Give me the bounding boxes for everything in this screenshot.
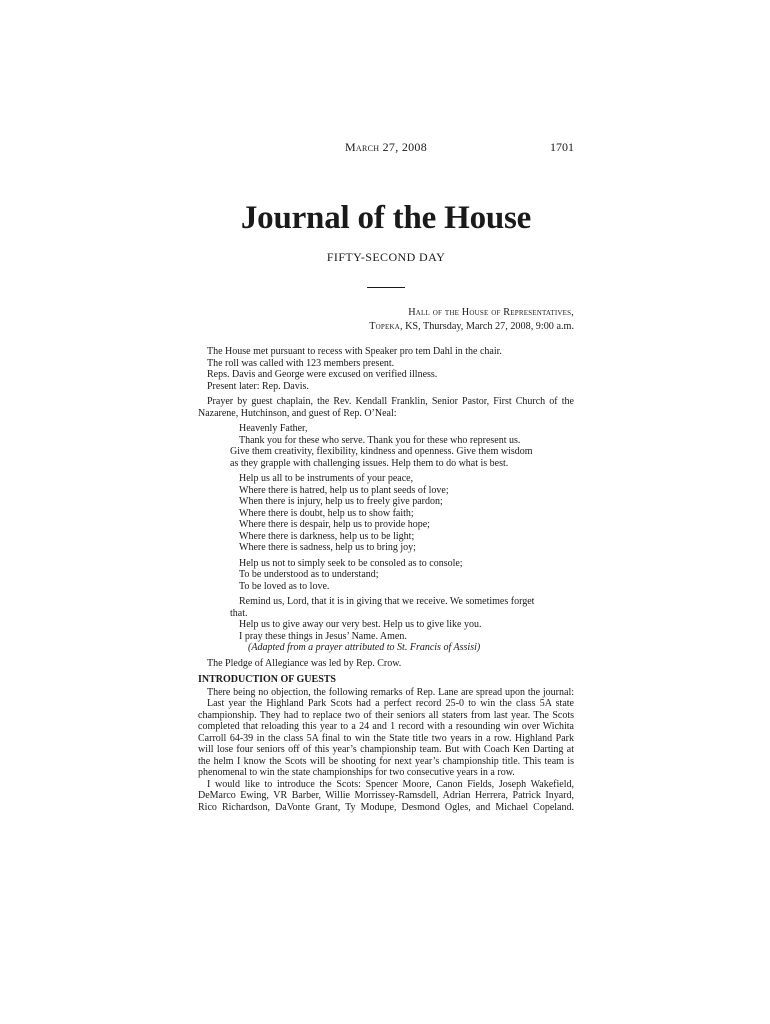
prayer-attribution: (Adapted from a prayer attributed to St. Francis of Assisi): [248, 642, 481, 653]
prayer-line: Where there is sadness, help us to bring joy;: [239, 542, 416, 553]
opening-line: The House met pursuant to recess with Speaker pro tem Dahl in the chair.: [207, 346, 502, 357]
prayer-line: Where there is doubt, help us to show faith;: [239, 507, 414, 519]
opening-section: [198, 346, 574, 392]
prayer-line: that.: [230, 607, 248, 619]
prayer-line: Help us all to be instruments of your peace,: [239, 473, 414, 484]
prayer-line: When there is injury, help us to freely give pardon;: [239, 496, 443, 507]
prayer-line: Thank you for these who serve. Thank you for these who represent us.: [239, 434, 521, 446]
prayer-intro: [198, 396, 574, 419]
location-line-1: Hall of the House of Representatives,: [408, 307, 574, 318]
prayer-line: Help us not to simply seek to be consoled as to console;: [239, 557, 463, 569]
guests-paragraph-line: I would like to introduce the Scots: Spencer Moore, Canon Fields, Joseph Wakefield,: [207, 778, 574, 790]
prayer-line: Give them creativity, flexibility, kindness and openness. Give them wisdom: [230, 446, 533, 457]
title-divider: [367, 287, 405, 288]
location-city: Topeka: [369, 321, 400, 332]
session-location: [369, 306, 574, 334]
page-header: [198, 140, 574, 156]
guests-section: [198, 687, 574, 814]
page-number: 1701: [550, 140, 574, 154]
section-heading: INTRODUCTION OF GUESTS: [198, 674, 336, 685]
guests-paragraph-line: completed that reloading this year to a 24 and 1 record with a resounding win over Wichita: [198, 721, 574, 732]
location-details: , KS, Thursday, March 27, 2008, 9:00 a.m.: [399, 321, 574, 332]
day-subtitle: FIFTY-SECOND DAY: [326, 250, 446, 264]
guests-paragraph-line: Last year the Highland Park Scots had a perfect record 25-0 to win the class 5A state: [207, 698, 574, 709]
prayer-intro-line: Prayer by guest chaplain, the Rev. Kendall Franklin, Senior Pastor, First Church of the: [207, 396, 574, 407]
prayer-text: [198, 423, 574, 654]
guests-intro: There being no objection, the following remarks of Rep. Lane are spread upon the journal:: [207, 686, 574, 698]
prayer-line: To be understood as to understand;: [239, 569, 379, 580]
header-date: March 27, 2008: [344, 140, 428, 154]
prayer-line: Where there is darkness, help us to be light;: [239, 530, 415, 542]
prayer-line: Remind us, Lord, that it is in giving that we receive. We sometimes forget: [239, 596, 535, 607]
prayer-line: Where there is despair, help us to provide hope;: [239, 519, 430, 530]
prayer-line: Heavenly Father,: [239, 423, 308, 434]
opening-line: Present later: Rep. Davis.: [207, 380, 309, 392]
opening-line: Reps. Davis and George were excused on verified illness.: [207, 369, 438, 380]
prayer-line: I pray these things in Jesus’ Name. Amen.: [239, 630, 407, 642]
guests-paragraph-line: the helm I know the Scots will be shooting for next year’s championship title. This team is: [198, 755, 574, 767]
prayer-line: Help us to give away our very best. Help us to give like you.: [239, 619, 482, 630]
guests-paragraph-line: phenomenal to win the state championships for two consecutive years in a row.: [198, 767, 515, 778]
prayer-intro-line: Nazarene, Hutchinson, and guest of Rep. O’Neal:: [198, 407, 397, 419]
guests-paragraph-line: championship. They had to replace two of their seniors all staters from last year. The Scots: [198, 709, 574, 721]
prayer-line: Where there is hatred, help us to plant seeds of love;: [239, 484, 449, 496]
location-line-2: [369, 320, 574, 334]
guests-paragraph-line: DeMarco Ewing, VR Barber, Willie Morrissey-Ramsdell, Adrian Herrera, Patrick Inyard,: [198, 790, 574, 801]
prayer-line: as they grapple with challenging issues. Help them to do what is best.: [230, 457, 509, 469]
guests-paragraph-line: Carroll 64-39 in the class 5A final to win the State title two years in a row. Highland Park: [198, 732, 574, 744]
guests-paragraph-line: Rico Richardson, DaVonte Grant, Ty Modupe, Desmond Ogles, and Michael Copeland.: [198, 801, 574, 813]
journal-title: Journal of the House: [240, 200, 532, 236]
pledge-line: The Pledge of Allegiance was led by Rep. Crow.: [207, 657, 402, 669]
journal-body: [198, 346, 574, 813]
prayer-line: To be loved as to love.: [239, 580, 330, 592]
opening-line: The roll was called with 123 members present.: [207, 357, 395, 369]
guests-paragraph-line: will lose four seniors off of this year’s championship team. But with Coach Ken Darting at: [198, 744, 574, 755]
